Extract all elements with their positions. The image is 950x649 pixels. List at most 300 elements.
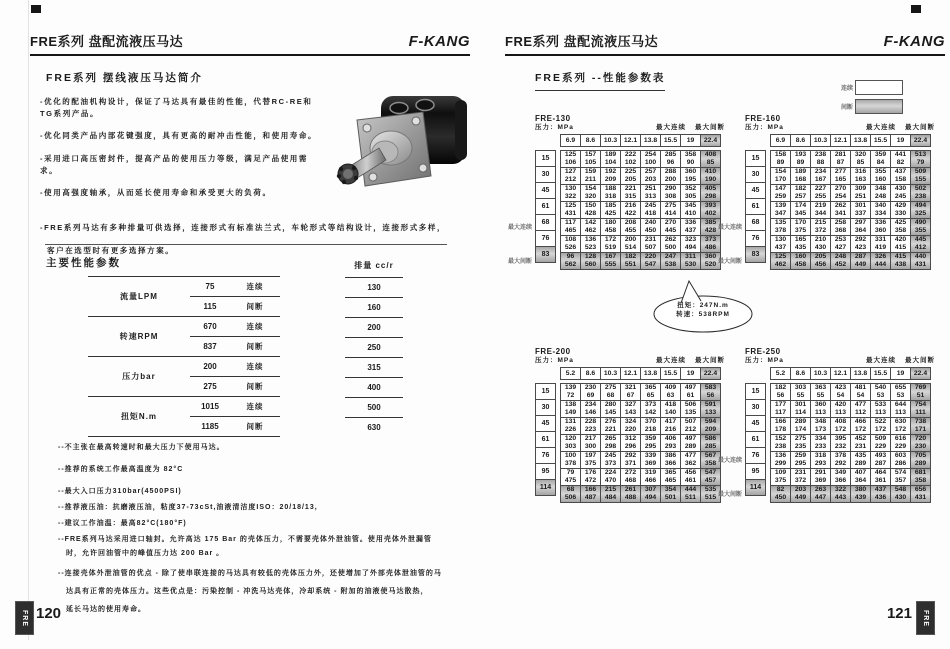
speed-value: 85 [706,159,715,166]
torque-speed-cell [681,452,701,469]
speed-value: 369 [644,460,657,467]
speed-value: 313 [644,193,657,200]
catalog-page-right [505,0,945,649]
torque-speed-cell [811,486,831,503]
torque-value: 182 [774,384,787,392]
speed-value: 520 [704,261,717,268]
torque-value: 259 [794,452,807,460]
speed-value: 472 [584,477,597,484]
flow-header-cell: 76 [535,230,556,247]
speed-value: 79 [916,159,925,166]
torque-speed-cell [661,384,681,401]
torque-speed-cell [681,219,701,236]
pressure-header-cell: 8.6 [581,368,601,380]
torque-value: 203 [794,486,807,494]
torque-speed-cell [601,418,621,435]
flow-row-headers [535,150,556,270]
torque-speed-cell [641,401,661,418]
note-line: --不主张在最高转速时和最大压力下使用马达。 [58,444,225,451]
torque-speed-cell [891,452,911,469]
torque-value: 385 [704,219,717,227]
torque-speed-cell [621,486,641,503]
intro-bullet: -优化同类产品内部花键强度，具有更高的耐冲击性能，和使用寿命。 [40,131,318,140]
torque-value: 586 [704,435,717,443]
torque-speed-cell [561,418,581,435]
pressure-header-cell: 6.9 [561,135,581,147]
notes-list [58,443,488,615]
torque-speed-cell [661,185,681,202]
torque-value: 365 [644,384,657,392]
torque-speed-cell [891,202,911,219]
brand-logo: F-KANG [883,33,945,50]
torque-value: 275 [664,202,677,210]
torque-value: 336 [684,219,697,227]
torque-value: 251 [644,185,657,193]
speed-value: 501 [664,494,677,501]
torque-value: 135 [774,219,787,227]
speed-value: 117 [775,409,786,416]
torque-value: 139 [774,202,787,210]
torque-value: 131 [564,418,577,426]
param-value: 1015 [201,402,219,411]
perf-data-row [771,185,931,202]
pressure-header-cell: 19 [681,135,701,147]
torque-value: 79 [566,469,575,477]
torque-value: 336 [874,219,887,227]
speed-value: 209 [604,176,617,183]
speed-value: 487 [584,494,597,501]
speed-value: 373 [604,460,617,467]
torque-value: 125 [564,151,577,159]
torque-speed-cell [911,219,931,236]
speed-value: 475 [564,477,577,484]
torque-value: 210 [814,236,827,244]
torque-value: 68 [566,486,575,494]
intro-bullet: -优化的配油机构设计，保证了马达具有最佳的性能，代替RC-RE和TG系列产品。 [40,97,313,118]
torque-speed-cell [701,401,721,418]
param-value: 75 [205,282,215,291]
speed-value: 84 [876,159,885,166]
perf-data-row [561,202,721,219]
torque-value: 493 [874,452,887,460]
torque-speed-cell [871,384,891,401]
speed-value: 368 [834,227,847,234]
torque-speed-cell [831,401,851,418]
speed-value: 372 [814,227,827,234]
torque-speed-cell [621,401,641,418]
flow-header-cell: 83 [745,246,766,263]
flow-header-cell: 15 [745,383,766,400]
torque-speed-cell [771,486,791,503]
pressure-header-cell: 5.2 [561,368,581,380]
speed-value: 251 [854,193,867,200]
torque-value: 221 [624,185,637,193]
speed-value: 195 [684,176,697,183]
torque-speed-cell [871,253,891,270]
torque-value: 272 [624,469,637,477]
speed-value: 54 [856,392,865,399]
torque-value: 297 [854,219,867,227]
torque-speed-cell [581,253,601,270]
note-line: 延长马达的使用寿命。 [66,606,146,613]
torque-value: 285 [664,151,677,159]
torque-value: 456 [684,469,697,477]
param-row [190,336,280,356]
speed-value: 423 [854,244,867,251]
torque-speed-cell [831,486,851,503]
torque-speed-cell [581,185,601,202]
torque-value: 301 [794,401,807,409]
legend-swatch-continuous [855,80,903,95]
torque-value: 128 [584,253,597,261]
torque-speed-cell [581,151,601,168]
speed-value: 430 [814,244,827,251]
flow-header-cell: 76 [745,230,766,247]
torque-speed-cell [581,168,601,185]
pressure-header-cell: 13.8 [851,368,871,380]
torque-speed-cell [811,384,831,401]
speed-value: 450 [644,227,657,234]
torque-speed-cell [771,253,791,270]
torque-value: 82 [776,486,785,494]
torque-speed-cell [641,202,661,219]
torque-value: 567 [704,452,717,460]
speed-value: 113 [895,409,906,416]
torque-speed-cell [871,401,891,418]
torque-speed-cell [811,435,831,452]
flow-header-cell: 15 [535,150,556,167]
speed-value: 259 [774,193,787,200]
torque-speed-cell [641,435,661,452]
torque-speed-cell [681,435,701,452]
page-number-left: 120 [36,605,62,622]
torque-speed-cell [621,185,641,202]
torque-value: 547 [704,469,717,477]
speed-value: 334 [874,210,887,217]
speed-value: 511 [685,494,696,501]
torque-value: 533 [874,401,887,409]
torque-speed-cell [911,236,931,253]
torque-speed-cell [891,401,911,418]
torque-speed-cell [871,151,891,168]
max-continuous-label: 最大连续 [866,124,896,131]
pressure-header-cell: 6.9 [771,135,791,147]
torque-value: 535 [704,486,717,494]
torque-speed-cell [791,253,811,270]
speed-value: 295 [794,460,807,467]
speed-value: 205 [624,176,637,183]
speed-value: 547 [644,261,657,268]
param-row [190,416,280,436]
torque-speed-cell [601,168,621,185]
speed-value: 293 [664,443,677,450]
legend-row-intermittent [841,99,903,114]
speed-value: 431 [914,494,927,501]
speed-value: 439 [854,494,867,501]
torque-value: 363 [814,384,827,392]
perf-data-row [561,452,721,469]
speed-value: 135 [684,409,697,416]
torque-value: 127 [564,168,577,176]
speed-value: 245 [894,193,907,200]
torque-value: 405 [704,185,717,193]
speed-value: 221 [604,426,617,433]
speed-value: 172 [874,426,887,433]
note-line: --最大入口压力310bar(4500PSI) [58,488,182,495]
torque-value: 166 [584,486,597,494]
side-max-intermittent-label: 最大间断 [717,492,742,498]
speed-value: 425 [604,210,617,217]
torque-speed-cell [791,151,811,168]
speed-value: 378 [564,460,577,467]
speed-value: 286 [894,460,907,467]
speed-value: 427 [834,244,847,251]
torque-value: 477 [854,401,867,409]
speed-value: 341 [834,210,847,217]
torque-speed-cell [811,253,831,270]
torque-value: 228 [584,418,597,426]
speed-value: 255 [814,193,827,200]
speed-value: 230 [914,443,927,450]
speed-value: 172 [854,426,867,433]
torque-value: 275 [604,384,617,392]
flow-header-cell: 30 [745,399,766,416]
perf-data-row [771,253,931,270]
legend [841,80,903,118]
torque-speed-cell [681,418,701,435]
speed-value: 133 [704,409,717,416]
speed-value: 465 [564,227,577,234]
torque-speed-cell [681,185,701,202]
torque-speed-cell [621,151,641,168]
speed-value: 422 [624,210,637,217]
speed-value: 437 [684,227,697,234]
torque-value: 415 [894,253,907,261]
torque-speed-cell [911,202,931,219]
torque-value: 182 [624,253,637,261]
speed-value: 494 [684,244,697,251]
speed-value: 364 [854,227,867,234]
speed-value: 238 [774,443,787,450]
displacement-value: 200 [345,317,403,337]
speed-value: 218 [644,426,657,433]
perf-data-row [561,253,721,270]
perf-data-row [771,151,931,168]
torque-speed-cell [831,452,851,469]
speed-value: 456 [814,261,827,268]
torque-value: 348 [814,418,827,426]
torque-value: 152 [774,435,787,443]
speed-value: 431 [564,210,577,217]
page-title: FRE系列 盘配流液压马达 [505,34,659,49]
page-title: FRE系列 盘配流液压马达 [30,34,184,49]
torque-value: 245 [644,202,657,210]
speed-value: 158 [894,176,907,183]
speed-value: 289 [684,443,697,450]
torque-value: 174 [794,202,807,210]
param-value: 115 [203,302,217,311]
side-max-intermittent-label: 最大间断 [717,259,742,265]
pressure-unit-label: 压力：MPa [745,357,784,364]
speed-value: 178 [774,426,787,433]
torque-speed-cell [871,219,891,236]
speed-value: 82 [896,159,905,166]
torque-value: 142 [584,219,597,227]
torque-value: 292 [624,452,637,460]
speed-value: 100 [644,159,657,166]
torque-speed-cell [601,185,621,202]
pressure-header-cell: 13.8 [641,135,661,147]
speed-value: 436 [874,494,887,501]
torque-speed-cell [661,418,681,435]
torque-speed-cell [791,202,811,219]
flow-header-cell: 61 [745,198,766,215]
max-intermittent-label: 最大间断 [905,357,935,364]
torque-speed-cell [851,384,871,401]
torque-speed-cell [641,219,661,236]
param-value: 837 [203,342,217,351]
torque-speed-cell [681,253,701,270]
torque-value: 217 [584,435,597,443]
param-row [190,357,280,376]
speed-value: 445 [664,227,677,234]
speed-value: 111 [915,409,926,416]
note-line: --推荐液压油：抗磨液压油，粘度37-73cSt,油液清洁度ISO：20/18/13, [58,504,318,511]
torque-speed-cell [661,452,681,469]
speed-value: 61 [686,392,695,399]
torque-value: 262 [664,236,677,244]
torque-value: 288 [664,168,677,176]
perf-table-name: FRE-130 [535,114,571,123]
flow-header-cell: 61 [535,198,556,215]
param-label: 流量LPM [120,292,158,301]
perf-data-row [771,486,931,503]
speed-value: 515 [704,494,717,501]
speed-value: 229 [874,443,887,450]
torque-speed-cell [771,418,791,435]
speed-value: 486 [704,244,717,251]
speed-value: 113 [875,409,886,416]
torque-value: 176 [584,469,597,477]
param-mode: 连续 [246,362,264,371]
torque-speed-cell [641,384,661,401]
torque-speed-cell [581,486,601,503]
speed-value: 55 [816,392,825,399]
torque-value: 270 [664,219,677,227]
intro-bullet: -使用高强度轴承，从而延长使用寿命和承受更大的负荷。 [40,188,272,197]
torque-value: 219 [814,202,827,210]
torque-speed-cell [621,452,641,469]
torque-value: 245 [604,452,617,460]
speed-value: 63 [666,392,675,399]
torque-value: 263 [814,486,827,494]
torque-speed-cell [791,401,811,418]
torque-speed-cell [811,202,831,219]
side-max-continuous-label: 最大连续 [717,458,742,464]
torque-speed-cell [641,253,661,270]
torque-value: 522 [874,418,887,426]
torque-value: 319 [644,469,657,477]
torque-value: 359 [644,435,657,443]
perf-data-row [561,219,721,236]
torque-value: 360 [704,253,717,261]
speed-value: 143 [624,409,637,416]
speed-value: 296 [624,443,637,450]
speed-value: 173 [814,426,827,433]
torque-speed-cell [581,401,601,418]
speed-value: 145 [604,409,617,416]
torque-speed-cell [621,384,641,401]
perf-data-row [561,401,721,418]
speed-value: 465 [664,477,677,484]
flow-header-cell: 45 [745,182,766,199]
perf-data-row [561,168,721,185]
speed-value: 220 [624,426,637,433]
torque-speed-cell [791,486,811,503]
torque-value: 464 [874,469,887,477]
fre-160-table [717,114,935,270]
torque-value: 324 [624,418,637,426]
torque-speed-cell [561,469,581,486]
torque-speed-cell [601,469,621,486]
torque-value: 348 [874,185,887,193]
torque-speed-cell [771,384,791,401]
torque-value: 339 [644,452,657,460]
torque-speed-cell [701,168,721,185]
perf-data-row [771,452,931,469]
torque-speed-callout [651,278,755,334]
page-header [30,33,470,56]
torque-value: 311 [685,253,696,261]
torque-speed-cell [851,452,871,469]
torque-speed-cell [661,202,681,219]
flow-header-cell: 61 [535,431,556,448]
speed-value: 330 [894,210,907,217]
torque-speed-cell [791,236,811,253]
torque-value: 435 [854,452,867,460]
speed-value: 89 [776,159,785,166]
speed-value: 410 [684,210,697,217]
torque-value: 248 [834,253,847,261]
torque-speed-cell [701,202,721,219]
speed-value: 357 [894,477,907,484]
max-intermittent-label: 最大间断 [905,124,935,131]
torque-value: 494 [914,202,927,210]
displacement-value: 315 [345,357,403,377]
torque-speed-cell [641,168,661,185]
torque-value: 420 [834,401,847,409]
torque-value: 430 [894,185,907,193]
speed-value: 174 [794,426,807,433]
pressure-header-cell: 12.1 [831,368,851,380]
flow-header-cell: 83 [535,246,556,263]
speed-value: 366 [664,460,677,467]
torque-value: 193 [794,151,807,159]
torque-value: 265 [604,435,617,443]
torque-value: 502 [914,185,927,193]
speed-value: 68 [606,392,615,399]
section-divider [45,244,447,245]
param-group [88,396,280,436]
torque-speed-cell [831,469,851,486]
param-label: 扭矩N.m [120,412,158,421]
pressure-header-cell: 10.3 [811,368,831,380]
param-group [88,356,280,396]
speed-value: 142 [644,409,657,416]
torque-speed-cell [601,452,621,469]
torque-value: 358 [684,151,697,159]
speed-value: 87 [836,159,845,166]
